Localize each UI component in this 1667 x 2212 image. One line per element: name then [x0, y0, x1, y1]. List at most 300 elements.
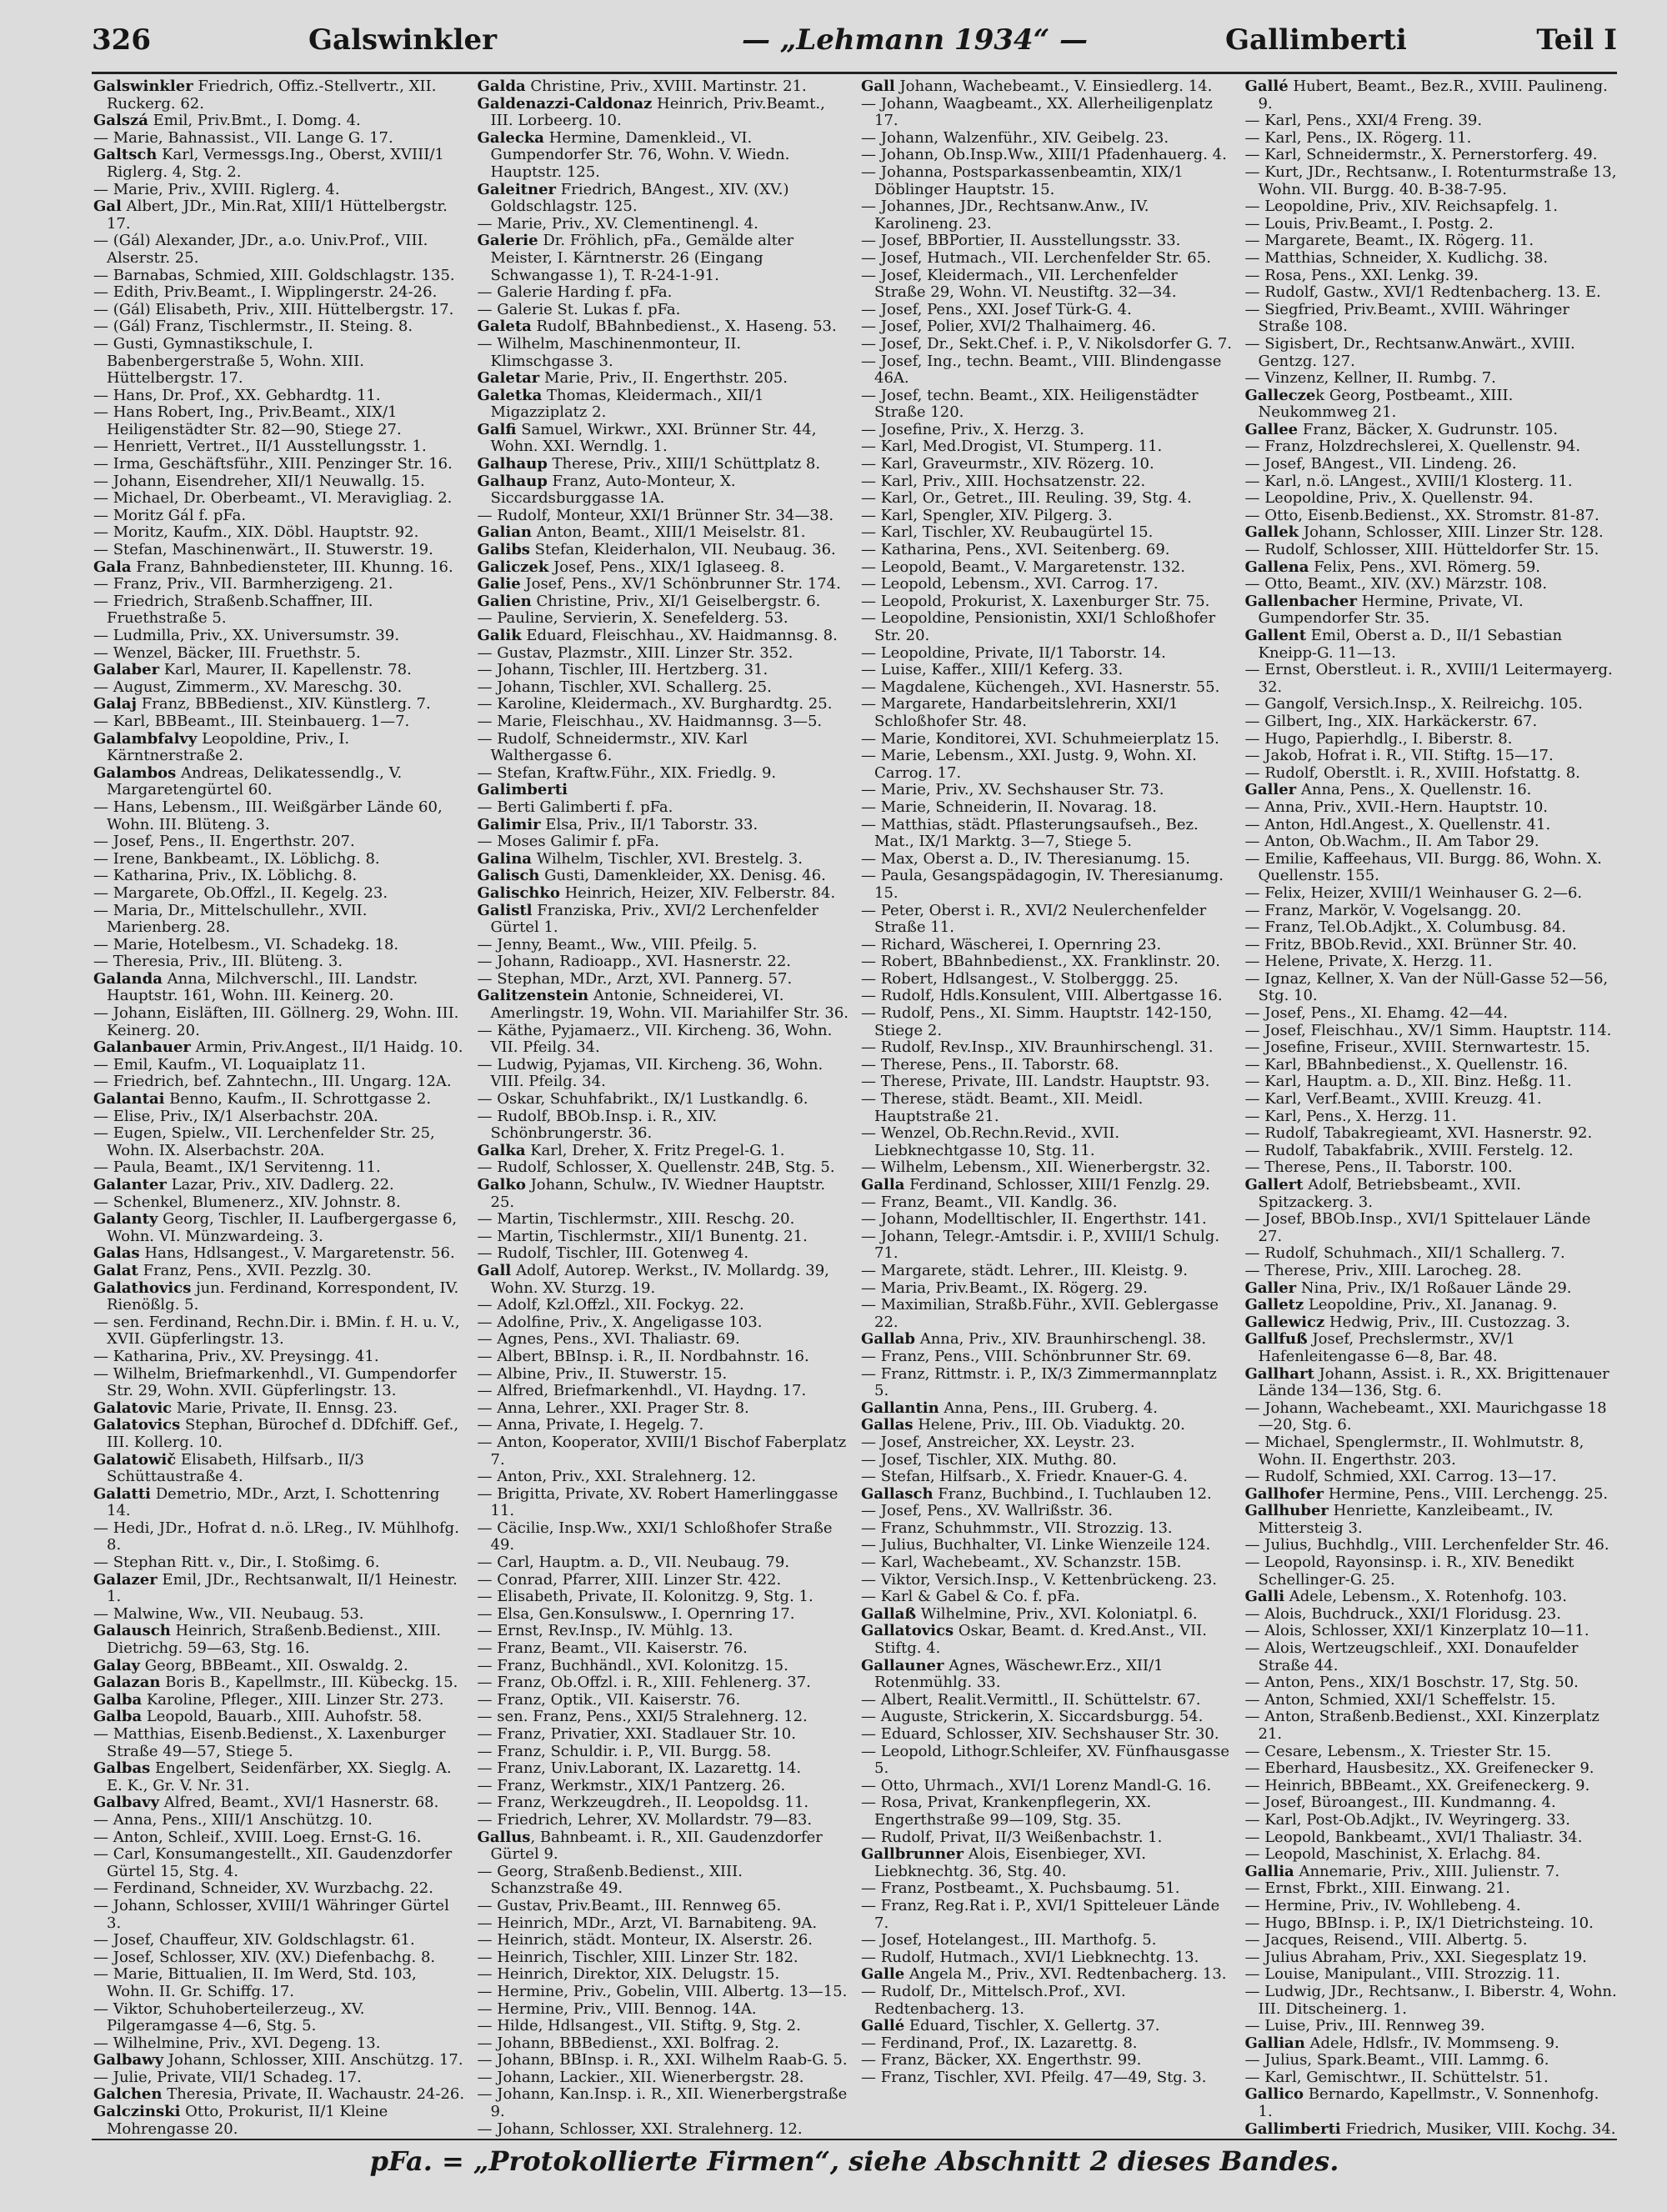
- directory-entry: [478, 302, 850, 319]
- directory-entry: [861, 130, 1234, 148]
- directory-entry: [478, 1829, 850, 1864]
- directory-entry: [861, 336, 1234, 353]
- entry-text: — Carl, Konsumangestellt., XII. Gaudenzdorfer Gürtel 15, Stg. 4.: [93, 1845, 453, 1880]
- entry-text: Eduard, Fleischhau., XV. Haidmannsg. 8.: [521, 627, 838, 644]
- entry-text: — Matthias, Schneider, X. Kudlichg. 38.: [1244, 248, 1549, 267]
- entry-surname: Gala: [93, 558, 132, 576]
- directory-entry: [93, 953, 466, 971]
- entry-text: — Johann, Waagbeamt., XX. Allerheiligenplatz 17.: [861, 94, 1213, 130]
- entry-text: — Wilhelm, Briefmarkenhdl., VI. Gumpendorfer Str. 29, Wohn. XVII. Güpferlingstr. 13.: [93, 1364, 457, 1400]
- entry-text: Friedrich, Musiker, VIII. Kochg. 34.: [1340, 2119, 1616, 2137]
- entry-surname: Galatti: [93, 1484, 152, 1503]
- entry-text: Adele, Lebensm., X. Rotenhofg. 103.: [1284, 1588, 1567, 1606]
- entry-text: — Anton, Ob.Wachm., II. Am Tabor 29.: [1244, 833, 1539, 851]
- directory-entry: [93, 559, 466, 577]
- directory-entry: [93, 1880, 466, 1898]
- directory-entry: [478, 78, 850, 96]
- directory-entry: [478, 1589, 850, 1606]
- entry-text: — Josef, BBOb.Insp., XVI/1 Spittelauer Lände 27.: [1244, 1210, 1591, 1245]
- entry-surname: Galfi: [477, 420, 517, 438]
- directory-entry: [478, 1966, 850, 1984]
- entry-surname: Galanbauer: [93, 1038, 191, 1057]
- directory-columns: [93, 78, 1617, 2137]
- entry-text: Anna, Priv., XIV. Braunhirschengl. 38.: [914, 1330, 1207, 1349]
- header-rule: [92, 72, 1617, 74]
- entry-text: Agnes, Wäschewr.Erz., XII/1 Rotenmühlg. 33.: [874, 1656, 1164, 1692]
- directory-entry: [861, 542, 1234, 559]
- directory-entry: [861, 851, 1234, 868]
- entry-text: — Johanna, Postsparkassenbeamtin, XIX/1 Döblinger Hauptstr. 15.: [861, 163, 1184, 198]
- entry-text: — Franz, Beamt., VII. Kandlg. 36.: [861, 1193, 1118, 1211]
- directory-entry: [861, 524, 1234, 542]
- directory-entry: [478, 1674, 850, 1692]
- directory-entry: [861, 662, 1234, 679]
- directory-entry: [861, 1503, 1234, 1520]
- entry-text: — Johann, Eisläften, III. Göllnerg. 29, Wohn. III. Keinerg. 20.: [93, 1004, 459, 1039]
- directory-entry: [1245, 953, 1618, 971]
- directory-entry: [93, 542, 466, 559]
- entry-text: — Johann, Eisendreher, XII/1 Neuwallg. 15.: [93, 472, 425, 490]
- directory-entry: [1245, 456, 1618, 473]
- entry-text: — Rosa, Privat, Krankenpflegerin, XX. Engerthstraße 99—109, Stg. 35.: [861, 1794, 1152, 1829]
- directory-entry: [478, 96, 850, 130]
- entry-text: — Schenkel, Blumenerz., XIV. Johnstr. 8.: [93, 1193, 401, 1211]
- directory-entry: [861, 559, 1234, 577]
- directory-entry: [478, 1400, 850, 1418]
- entry-surname: Galczinski: [93, 2103, 181, 2121]
- entry-text: Adolf, Autorep. Werkst., IV. Mollardg. 39, Wohn. XV. Sturzg. 19.: [490, 1261, 829, 1297]
- directory-entry: [478, 182, 850, 216]
- directory-entry: [478, 610, 850, 628]
- entry-text: — Heinrich, Direktor, XIX. Delugstr. 15.: [477, 1965, 780, 1984]
- entry-text: Angela M., Priv., XVI. Redtenbacherg. 13.: [904, 1965, 1227, 1984]
- directory-entry: [1245, 1023, 1618, 1040]
- directory-entry: [93, 1314, 466, 1349]
- entry-text: Heinrich, Straßenb.Bedienst., XIII. Dietrichg. 59—63, Stg. 16.: [107, 1622, 442, 1658]
- entry-text: — Josef, Schlosser, XIV. (XV.) Diefenbachg. 8.: [93, 1948, 436, 1966]
- entry-text: — Albine, Priv., II. Stuwerstr. 15.: [477, 1364, 728, 1383]
- entry-text: Bernardo, Kapellmstr., V. Sonnenhofg. 1.: [1258, 2085, 1599, 2121]
- entry-text: — Karl, Wachebeamt., XV. Schanzstr. 15B.: [861, 1554, 1182, 1572]
- entry-text: — Alois, Buchdruck., XXI/1 Floridusg. 23.: [1244, 1604, 1561, 1623]
- entry-text: — Helene, Private, X. Herzg. 11.: [1244, 953, 1493, 971]
- directory-entry: [1245, 388, 1618, 422]
- entry-text: Heinrich, Heizer, XIV. Felberstr. 84.: [559, 883, 836, 902]
- directory-entry: [861, 2035, 1234, 2053]
- directory-entry: [1245, 1778, 1618, 1795]
- entry-text: — Maximilian, Straßb.Führ., XVII. Geblergasse 22.: [861, 1296, 1219, 1331]
- entry-surname: Galazan: [93, 1674, 161, 1692]
- directory-entry: [478, 1623, 850, 1640]
- directory-entry: [1245, 851, 1618, 885]
- directory-entry: [93, 404, 466, 438]
- entry-text: — Karl, Hauptm. a. D., XII. Binz. Heßg. 11.: [1244, 1073, 1572, 1091]
- entry-text: — Rosa, Pens., XXI. Lenkg. 39.: [1244, 266, 1479, 284]
- entry-text: — Karl, Spengler, XIV. Pilgerg. 3.: [861, 506, 1113, 524]
- directory-entry: [478, 130, 850, 182]
- directory-entry: [478, 645, 850, 663]
- directory-entry: [478, 1469, 850, 1486]
- directory-entry: [861, 508, 1234, 525]
- entry-text: — Karl, Graveurmstr., XIV. Rözerg. 10.: [861, 455, 1154, 473]
- directory-entry: [93, 833, 466, 851]
- entry-surname: Gallhart: [1244, 1364, 1314, 1383]
- directory-entry: [478, 422, 850, 456]
- entry-text: — Albert, BBInsp. i. R., II. Nordbahnstr. 16.: [477, 1347, 809, 1365]
- directory-entry: [478, 903, 850, 937]
- entry-text: — Marie, Bahnassist., VII. Lange G. 17.: [93, 128, 393, 147]
- directory-entry: [478, 885, 850, 903]
- directory-entry: [478, 2035, 850, 2053]
- entry-surname: Gallas: [861, 1416, 914, 1434]
- entry-text: — Rudolf, Tabakfabrik., XVIII. Ferstelg. 12.: [1244, 1141, 1574, 1159]
- directory-entry: [478, 233, 850, 284]
- directory-entry: [1245, 1486, 1618, 1504]
- entry-text: Anna, Pens., X. Quellenstr. 16.: [1296, 781, 1532, 799]
- directory-entry: [861, 250, 1234, 268]
- entry-text: — Josef, BAngest., VII. Lindeng. 26.: [1244, 455, 1517, 473]
- directory-entry: [478, 576, 850, 593]
- entry-text: — Ignaz, Kellner, X. Van der Nüll-Gasse 52—56, Stg. 10.: [1244, 969, 1609, 1005]
- entry-text: — Matthias, städt. Pflasterungsaufseh., Bez. Mat., IX/1 Marktg. 3—7, Stiege 5.: [861, 815, 1199, 851]
- footer-note: pFa. = „Protokollierte Firmen“, siehe Abschnitt 2 dieses Bandes.: [369, 2145, 1339, 2177]
- directory-entry: [478, 1229, 850, 1246]
- directory-entry: [93, 713, 466, 731]
- entry-text: Thomas, Kleidermach., XII/1 Migazziplatz 2.: [490, 386, 764, 422]
- entry-text: Johann, Schlosser, XIII. Linzer Str. 128.: [1299, 523, 1604, 542]
- entry-text: — Robert, Hdlsangest., V. Stolberggg. 25.: [861, 969, 1179, 988]
- entry-text: — Ferdinand, Prof., IX. Lazarettg. 8.: [861, 2034, 1138, 2052]
- entry-surname: Gallena: [1244, 558, 1309, 576]
- entry-text: — Rudolf, Dr., Mittelsch.Prof., XVI. Redtenbacherg. 13.: [861, 1982, 1126, 2018]
- entry-text: — Luise, Priv., III. Rennweg 39.: [1244, 2017, 1485, 2035]
- directory-entry: [1245, 1966, 1618, 1984]
- entry-surname: Gallab: [861, 1330, 915, 1349]
- directory-entry: [861, 2018, 1234, 2035]
- entry-surname: Gallico: [1244, 2085, 1304, 2104]
- directory-entry: [1245, 1503, 1618, 1537]
- entry-text: — Viktor, Schuhoberteilerzeug., XV. Pilgeramgasse 4—6, Stg. 5.: [93, 1999, 365, 2035]
- directory-entry: [93, 1091, 466, 1109]
- directory-entry: [1245, 2018, 1618, 2035]
- column-3: [861, 78, 1234, 2137]
- entry-text: — Karl, Tischler, XV. Reubaugürtel 15.: [861, 523, 1154, 542]
- directory-entry: [861, 1177, 1234, 1194]
- volume-part: Teil I: [1536, 23, 1617, 57]
- directory-entry: [861, 456, 1234, 473]
- entry-text: Adele, Hdlsfr., IV. Mommseng. 9.: [1304, 2034, 1559, 2052]
- entry-text: — Franz, Optik., VII. Kaiserstr. 76.: [477, 1690, 741, 1709]
- directory-entry: [861, 2052, 1234, 2069]
- entry-surname: Galeta: [477, 318, 532, 336]
- directory-entry: [861, 388, 1234, 422]
- entry-text: — Rudolf, Privat, II/3 Weißenbachstr. 1.: [861, 1828, 1163, 1846]
- directory-entry: [478, 593, 850, 611]
- entry-text: — Margarete, Ob.Offzl., II. Kegelg. 23.: [93, 883, 388, 902]
- directory-entry: [478, 1984, 850, 2001]
- directory-entry: [93, 1194, 466, 1212]
- directory-entry: [93, 2086, 466, 2104]
- directory-entry: [1245, 1005, 1618, 1023]
- directory-entry: [93, 1245, 466, 1263]
- directory-entry: [861, 1709, 1234, 1726]
- entry-text: — Anton, Schleif., XVIII. Loeg. Ernst-G. 16.: [93, 1828, 422, 1846]
- directory-entry: [93, 1263, 466, 1280]
- entry-text: — Julius, Spark.Beamt., VIII. Lammg. 6.: [1244, 2051, 1549, 2069]
- entry-text: — Gangolf, Versich.Insp., X. Reilreichg. 105.: [1244, 695, 1583, 713]
- entry-text: — Otto, Eisenb.Bedienst., XX. Stromstr. 81-87.: [1244, 506, 1599, 524]
- directory-entry: [1245, 1211, 1618, 1245]
- directory-entry: [478, 1023, 850, 1057]
- directory-entry: [478, 1314, 850, 1332]
- entry-text: — Leopoldine, Private, II/1 Taborstr. 14.: [861, 643, 1166, 662]
- directory-entry: [478, 336, 850, 370]
- entry-text: — Josef, Kleidermach., VII. Lerchenfelder Straße 29, Wohn. VI. Neustiftg. 32—34.: [861, 266, 1178, 302]
- directory-entry: [1245, 113, 1618, 130]
- entry-text: — Eberhard, Hausbesitz., XX. Greifenecker 9.: [1244, 1759, 1594, 1778]
- directory-entry: [93, 1125, 466, 1159]
- entry-text: Franz, Buchbind., I. Tuchlauben 12.: [933, 1484, 1212, 1503]
- entry-text: — Galerie Harding f. pFa.: [477, 283, 673, 302]
- entry-text: — Franz, Holzdrechslerei, X. Quellenstr. 94.: [1244, 438, 1581, 456]
- entry-text: Hermine, Damenkleid., VI. Gumpendorfer Str. 76, Wohn. V. Wiedn. Hauptstr. 125.: [490, 128, 790, 181]
- directory-entry: [478, 508, 850, 525]
- directory-entry: [1245, 903, 1618, 920]
- entry-text: — Johann, Tischler, XVI. Schallerg. 25.: [477, 678, 772, 696]
- directory-entry: [478, 2001, 850, 2019]
- directory-entry: [1245, 1674, 1618, 1692]
- directory-entry: [861, 696, 1234, 730]
- directory-entry: [861, 576, 1234, 593]
- column-1: [93, 78, 466, 2137]
- entry-text: — Josef, Tischler, XIX. Muthg. 80.: [861, 1450, 1117, 1469]
- entry-text: Franz, Bahnbediensteter, III. Khunng. 16.: [131, 558, 453, 576]
- entry-text: — Barnabas, Schmied, XIII. Goldschlagstr. 135.: [93, 266, 455, 284]
- directory-entry: [93, 302, 466, 319]
- directory-entry: [861, 1572, 1234, 1589]
- directory-entry: [478, 1383, 850, 1400]
- directory-entry: [93, 268, 466, 285]
- directory-entry: [478, 1245, 850, 1263]
- entry-text: Oskar, Beamt. d. Kred.Anst., VII. Stiftg. 4.: [874, 1622, 1207, 1658]
- directory-entry: [1245, 1057, 1618, 1074]
- entry-text: — Elise, Priv., IX/1 Alserbachstr. 20A.: [93, 1107, 378, 1125]
- entry-surname: Galaber: [93, 661, 160, 679]
- entry-text: — Franz, Rittmstr. i. P., IX/3 Zimmermannplatz 5.: [861, 1364, 1217, 1400]
- directory-entry: [93, 2104, 466, 2137]
- entry-text: — Heinrich, MDr., Arzt, VI. Barnabiteng. 9A.: [477, 1914, 818, 1932]
- entry-text: — Johann, Wachebeamt., XXI. Maurichgasse 18—20, Stg. 6.: [1244, 1399, 1607, 1434]
- directory-entry: [861, 1366, 1234, 1400]
- directory-entry: [1245, 765, 1618, 783]
- last-entry-heading: Gallimberti: [1225, 23, 1407, 57]
- directory-entry: [1245, 1949, 1618, 1967]
- directory-entry: [1245, 1623, 1618, 1640]
- entry-surname: Galian: [477, 523, 532, 542]
- entry-text: — Paula, Gesangspädagogin, IV. Theresianumg. 15.: [861, 867, 1224, 902]
- directory-entry: [1245, 1692, 1618, 1709]
- entry-text: — Karl, Priv., XIII. Hochsatzenstr. 22.: [861, 472, 1146, 490]
- entry-text: — Hans, Dr. Prof., XX. Gebhardtg. 11.: [93, 386, 381, 404]
- entry-text: — Johannes, JDr., Rechtsanw.Anw., IV. Karolineng. 23.: [861, 198, 1149, 233]
- entry-text: — Eduard, Schlosser, XIV. Sechshauser Str. 30.: [861, 1725, 1219, 1743]
- directory-entry: [478, 1159, 850, 1177]
- entry-text: — Franz, Postbeamt., X. Puchsbaumg. 51.: [861, 1879, 1180, 1898]
- directory-entry: [1245, 1864, 1618, 1881]
- directory-entry: [478, 1417, 850, 1434]
- directory-entry: [861, 164, 1234, 198]
- directory-entry: [478, 696, 850, 713]
- directory-entry: [478, 1349, 850, 1366]
- entry-text: — Karl, BBahnbedienst., X. Quellenstr. 16.: [1244, 1055, 1569, 1073]
- directory-entry: [478, 713, 850, 731]
- entry-text: — Moritz, Kaufm., XIX. Döbl. Hauptstr. 92.: [93, 523, 419, 542]
- entry-surname: Galanter: [93, 1176, 167, 1194]
- directory-entry: [478, 1898, 850, 1915]
- entry-text: — Gustav, Priv.Beamt., III. Rennweg 65.: [477, 1896, 782, 1914]
- entry-text: — Stefan, Kraftw.Führ., XIX. Friedlg. 9.: [477, 763, 777, 782]
- directory-entry: [1245, 2052, 1618, 2069]
- directory-entry: [478, 559, 850, 577]
- entry-surname: Gallhofer: [1244, 1484, 1324, 1503]
- directory-entry: [93, 147, 466, 181]
- directory-entry: [478, 679, 850, 697]
- directory-entry: [478, 388, 850, 422]
- entry-surname: Galathovics: [93, 1279, 192, 1297]
- directory-entry: [478, 473, 850, 508]
- directory-entry: [93, 233, 466, 267]
- directory-entry: [93, 1674, 466, 1692]
- entry-text: — Alois, Wertzeugschleif., XXI. Donaufelder Straße 44.: [1244, 1639, 1579, 1674]
- directory-entry: [93, 903, 466, 937]
- directory-entry: [478, 782, 850, 799]
- directory-entry: [1245, 1297, 1618, 1314]
- entry-text: Josef, Prechslermstr., XV/1 Hafenleitengasse 6—8, Bar. 48.: [1258, 1330, 1515, 1365]
- directory-entry: [861, 1984, 1234, 2018]
- directory-entry: [1245, 268, 1618, 285]
- directory-entry: [861, 302, 1234, 319]
- directory-entry: [861, 1297, 1234, 1331]
- entry-text: — Rudolf, Schneidermstr., XIV. Karl Walthergasse 6.: [477, 729, 748, 765]
- directory-entry: [861, 1211, 1234, 1229]
- entry-text: — Siegfried, Priv.Beamt., XVIII. Währinger Straße 108.: [1244, 300, 1570, 336]
- directory-entry: [478, 971, 850, 988]
- directory-entry: [93, 1159, 466, 1177]
- entry-text: — Josef, techn. Beamt., XIX. Heiligenstädter Straße 120.: [861, 386, 1199, 422]
- directory-entry: [93, 182, 466, 199]
- directory-entry: [1245, 508, 1618, 525]
- entry-text: Georg, Tischler, II. Laufbergergasse 6, Wohn. VI. Münzwardeing. 3.: [107, 1210, 458, 1245]
- entry-text: — Anton, Hdl.Angest., X. Quellenstr. 41.: [1244, 815, 1551, 833]
- directory-entry: [478, 953, 850, 971]
- entry-text: — Therese, Private, III. Landstr. Hauptstr. 93.: [861, 1073, 1210, 1091]
- entry-text: — Leopold, Rayonsinsp. i. R., XIV. Benedikt Schellinger-G. 25.: [1244, 1554, 1574, 1589]
- directory-entry: [1245, 2086, 1618, 2120]
- entry-text: — Anna, Priv., XVII.-Hern. Hauptstr. 10.: [1244, 798, 1549, 816]
- entry-text: — Otto, Uhrmach., XVI/1 Lorenz Mandl-G. 16.: [861, 1776, 1212, 1794]
- entry-text: — Stefan, Hilfsarb., X. Friedr. Knauer-G. 4.: [861, 1468, 1188, 1486]
- entry-text: Anna, Milchverschl., III. Landstr. Hauptstr. 161, Wohn. III. Keinerg. 20.: [107, 969, 418, 1005]
- directory-entry: [478, 284, 850, 302]
- entry-text: — Rudolf, Rev.Insp., XIV. Braunhirschengl. 31.: [861, 1038, 1214, 1057]
- entry-text: — Paula, Beamt., IX/1 Servitenng. 11.: [93, 1159, 381, 1177]
- entry-surname: Galli: [1244, 1588, 1285, 1606]
- directory-entry: [478, 370, 850, 388]
- entry-surname: Galchen: [93, 2085, 163, 2104]
- entry-text: — Josefine, Priv., X. Herzg. 3.: [861, 420, 1084, 438]
- entry-text: — Ludwig, Pyjamas, VII. Kircheng. 36, Wohn. VIII. Pfeilg. 34.: [477, 1055, 823, 1091]
- directory-entry: [861, 1932, 1234, 1949]
- directory-entry: [478, 1434, 850, 1469]
- entry-text: — Marie, Priv., XV. Clementinengl. 4.: [477, 214, 758, 233]
- directory-entry: [93, 2052, 466, 2069]
- entry-text: — Malwine, Ww., VII. Neubaug. 53.: [93, 1604, 364, 1623]
- directory-entry: [93, 1572, 466, 1606]
- entry-text: — Johann, BBInsp. i. R., XXI. Wilhelm Raab-G. 5.: [477, 2051, 848, 2069]
- entry-text: — Michael, Dr. Oberbeamt., VI. Meravigliag. 2.: [93, 489, 453, 508]
- entry-text: — sen. Franz, Pens., XXI/5 Stralehnerg. 12.: [477, 1708, 808, 1726]
- entry-text: — Josef, BBPortier, II. Ausstellungsstr. 33.: [861, 232, 1181, 250]
- entry-text: — Therese, Pens., II. Taborstr. 68.: [861, 1055, 1119, 1073]
- entry-text: — Carl, Hauptm. a. D., VII. Neubaug. 79.: [477, 1554, 790, 1572]
- page-header: [92, 23, 1617, 65]
- entry-surname: Galswinkler: [93, 78, 193, 95]
- directory-entry: [1245, 1880, 1618, 1898]
- entry-text: — Rudolf, Gastw., XVI/1 Redtenbacherg. 13. E.: [1244, 283, 1601, 302]
- entry-text: — Karoline, Kleidermach., XV. Burghardtg. 25.: [477, 695, 833, 713]
- entry-text: Otto, Prokurist, II/1 Kleine Mohrengasse 20.: [107, 2103, 388, 2137]
- directory-entry: [93, 1005, 466, 1039]
- directory-entry: [861, 1125, 1234, 1159]
- entry-text: — Eugen, Spielw., VII. Lerchenfelder Str. 25, Wohn. IX. Alserbachstr. 20A.: [93, 1124, 435, 1159]
- entry-surname: Galdenazzi-Caldonaz: [477, 94, 653, 113]
- entry-text: — sen. Ferdinand, Rechn.Dir. i. BMin. f. H. u. V., XVII. Güpferlingstr. 13.: [93, 1313, 460, 1349]
- directory-entry: [478, 2086, 850, 2120]
- directory-entry: [861, 1880, 1234, 1898]
- entry-text: Helene, Priv., III. Ob. Viaduktg. 20.: [913, 1416, 1185, 1434]
- entry-surname: Galantai: [93, 1090, 165, 1109]
- directory-entry: [93, 284, 466, 302]
- entry-text: — Josef, Hutmach., VII. Lerchenfelder Str. 65.: [861, 248, 1211, 267]
- directory-entry: [861, 988, 1234, 1005]
- entry-text: — Josef, Chauffeur, XIV. Goldschlagstr. 61.: [93, 1931, 415, 1949]
- entry-surname: Galas: [93, 1244, 140, 1263]
- directory-entry: [93, 1109, 466, 1126]
- entry-surname: Gal: [93, 198, 122, 216]
- directory-entry: [478, 799, 850, 817]
- entry-text: — Ernst, Oberstleut. i. R., XVIII/1 Leitermayerg. 32.: [1244, 661, 1613, 696]
- directory-entry: [1245, 1640, 1618, 1674]
- entry-text: Samuel, Wirkwr., XXI. Brünner Str. 44, Wohn. XXI. Werndlg. 1.: [490, 420, 817, 456]
- entry-text: — Johann, BBBedienst., XXI. Bolfrag. 2.: [477, 2034, 779, 2052]
- directory-entry: [478, 1726, 850, 1744]
- entry-surname: Galik: [477, 627, 522, 644]
- directory-entry: [93, 593, 466, 628]
- directory-entry: [478, 1812, 850, 1829]
- directory-entry: [861, 817, 1234, 851]
- entry-text: Karl, Dreher, X. Fritz Pregel-G. 1.: [525, 1141, 785, 1159]
- entry-text: — Hedi, JDr., Hofrat d. n.ö. LReg., IV. Mühlhofg. 8.: [93, 1519, 459, 1554]
- directory-entry: [93, 885, 466, 903]
- entry-text: — Emil, Kaufm., VI. Loquaiplatz 11.: [93, 1055, 366, 1073]
- directory-entry: [861, 473, 1234, 491]
- directory-entry: [93, 318, 466, 336]
- entry-text: — Alois, Schlosser, XXI/1 Kinzerplatz 10—11.: [1244, 1622, 1589, 1640]
- directory-entry: [93, 1829, 466, 1847]
- directory-entry: [478, 1331, 850, 1349]
- entry-text: — Friedrich, Straßenb.Schaffner, III. Fruethstraße 5.: [93, 592, 373, 628]
- entry-surname: Gallaß: [861, 1604, 917, 1623]
